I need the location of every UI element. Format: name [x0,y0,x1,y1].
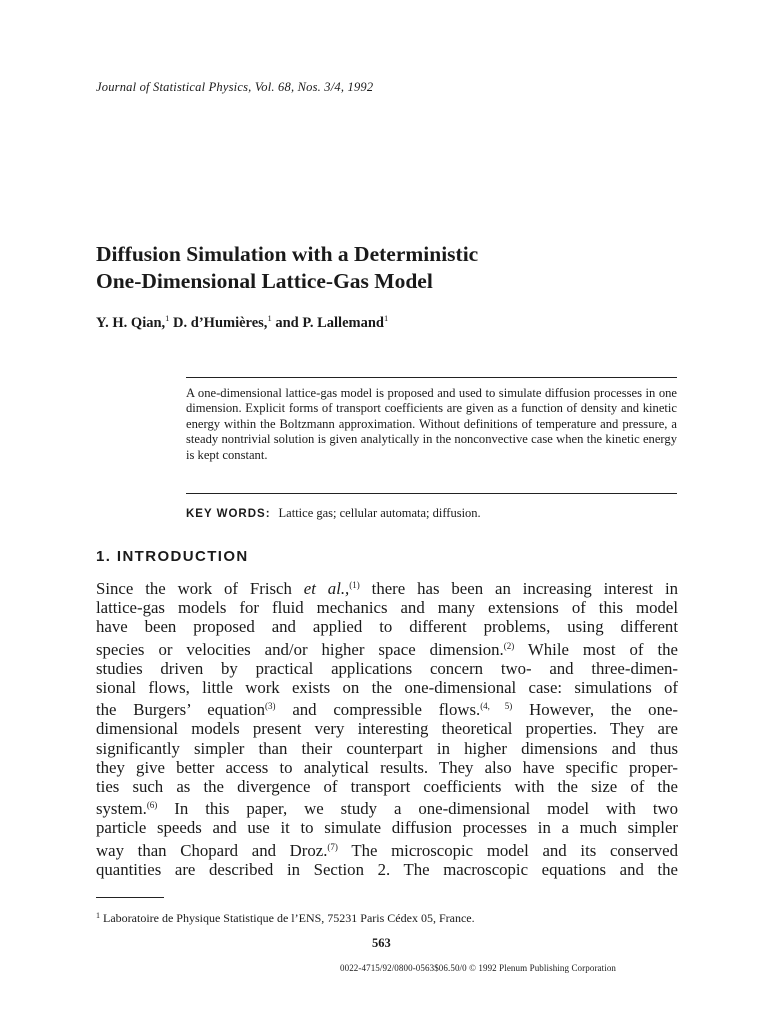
text-line: they give better access to analytical results. They also have specific proper- [96,757,678,777]
abstract-top-rule [186,377,677,378]
text-line: have been proposed and applied to different problems, using different [96,617,678,637]
abstract: A one-dimensional lattice-gas model is proposed and used to simulate diffusion processes in one dimension. Explicit forms of transport coefficients are given as a function of density and kinetic energy within the Boltzmann approximation. Without definitions of temperature and pressure, a steady nontrivial solution is given analytically in the nonconvective case when the kinetic energy is kept constant. [186,386,677,462]
citation: (3) [265,701,276,712]
introduction-paragraph [96,576,678,879]
text-line: species or velocities and/or higher space dimension.$^{(2)}$ While most of the [96,639,678,659]
footnote [96,911,475,926]
text-line: studies driven by practical applications concern two- and three-dimen- [96,658,678,678]
author-lallemand: and P. Lallemand [271,315,384,331]
paper-title [96,241,478,295]
affiliation-mark: 1 [383,313,389,323]
title-line-2: One-Dimensional Lattice-Gas Model [96,269,433,293]
text-line: lattice-gas models for fluid mechanics and many extensions of this model [96,598,678,618]
keywords [186,506,481,521]
section-heading: 1. INTRODUCTION [96,548,249,565]
citation: (6) [146,800,158,811]
text-line: dimensional models present very interesting theoretical properties. They are [96,719,678,739]
page-number: 563 [372,936,391,950]
citation: (7) [327,841,338,852]
affiliation-mark: 1 [267,313,272,323]
text-line: sional flows, little work exists on the one-dimensional case: simulations of [96,678,678,698]
text-line: Since the work of Frisch et al.,$^{(1)}$ there has been an increasing interest in [96,579,679,598]
keywords-text: Lattice gas; cellular automata; diffusion. [278,506,481,520]
text-line: the Burgers’ equation$^{(3)}$ and compressible flows.$^{(4, 5)}$ However, the one- [96,700,678,720]
title-line-1: Diffusion Simulation with a Deterministic [96,242,479,266]
author-qian: Y. H. Qian, [96,315,166,331]
citation: (2) [503,640,515,651]
text-line: particle speeds and use it to simulate diffusion processes in a much simpler [96,818,678,838]
keywords-label: KEY WORDS: [186,508,271,520]
footnote-mark: 1 [96,911,100,920]
text-line: way than Chopard and Droz.$^{(7)}$ The microscopic model and its conserved [96,840,678,860]
citation: (4, 5) [480,701,513,712]
footnote-rule [96,897,164,898]
author-dhumieres: D. d’Humières, [169,315,268,331]
copyright-line: 0022-4715/92/0800-0563$06.50/0 © 1992 Plenum Publishing Corporation [340,963,617,973]
text-line: significantly simpler than their counterpart in higher dimensions and thus [96,738,678,758]
affiliation-mark: 1 [165,313,170,323]
footnote-text: Laboratoire de Physique Statistique de l’ENS, 75231 Paris Cédex 05, France. [100,911,475,925]
text-line: quantities are described in Section 2. The macroscopic equations and the [96,859,678,879]
abstract-bottom-rule [186,493,677,494]
text-line: ties such as the divergence of transport coefficients with the size of the [96,777,678,797]
journal-citation: Journal of Statistical Physics, Vol. 68, Nos. 3/4, 1992 [96,80,374,94]
author-list [96,313,388,332]
text-line: system.$^{(6)}$ In this paper, we study a one-dimensional model with two [96,799,678,819]
citation: (1) [349,580,360,590]
